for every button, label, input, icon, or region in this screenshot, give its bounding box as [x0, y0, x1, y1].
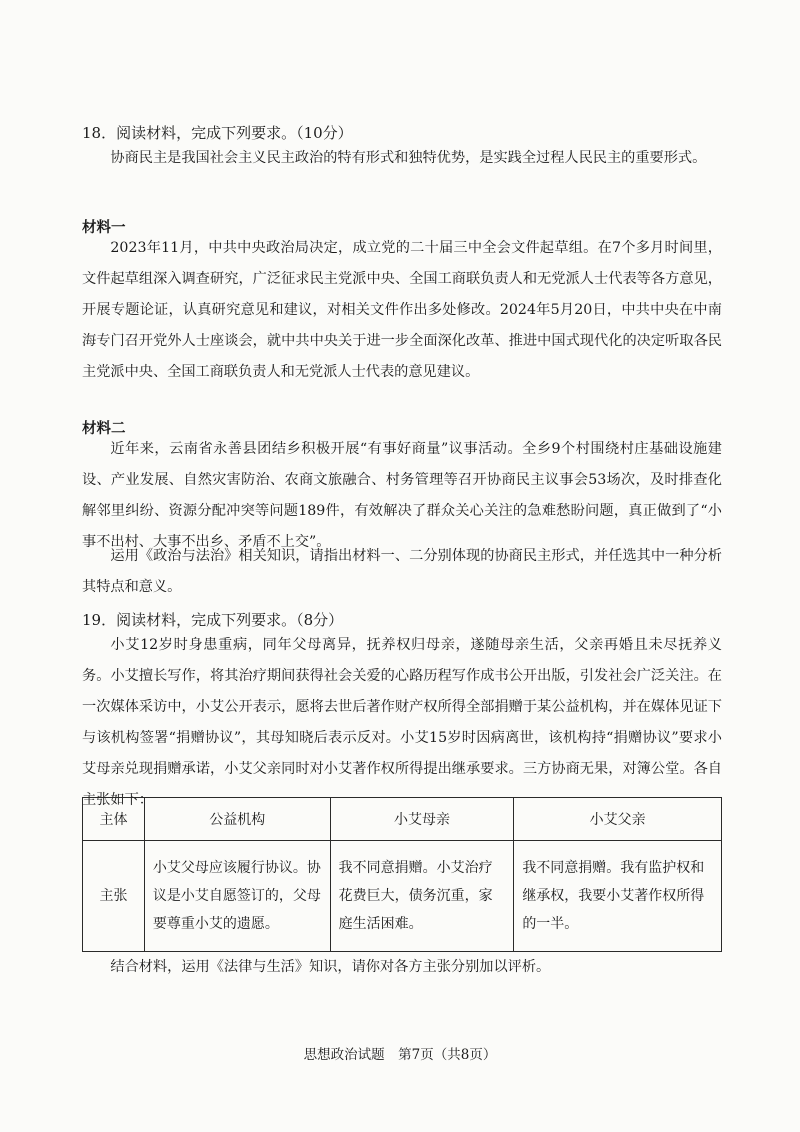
table-cell-father: 我不同意捐赠。我有监护权和继承权，我要小艾著作权所得的一半。	[514, 841, 722, 952]
table-header-cell: 主体	[83, 798, 145, 841]
question-18-intro: 协商民主是我国社会主义民主政治的特有形式和独特优势，是实践全过程人民民主的重要形式。	[110, 150, 707, 166]
claims-table	[82, 797, 722, 952]
page-footer: 思想政治试题 第7页（共8页）	[303, 1047, 497, 1063]
table-row	[83, 841, 722, 952]
question-18-prompt: 运用《政治与法治》相关知识，请指出材料一、二分别体现的协商民主形式，并任选其中一种分析其特点和意义。	[82, 548, 722, 595]
table-header-cell: 公益机构	[144, 798, 330, 841]
table-header-row	[83, 798, 722, 841]
question-19-text: 小艾12岁时身患重病，同年父母离异，抚养权归母亲，遂随母亲生活，父亲再婚且未尽抚养义务。小艾擅长写作，将其治疗期间获得社会关爱的心路历程写作成书公开出版，引发社会广泛关注。在一次媒体采访中，小艾公开表示，愿将去世后著作财产权所得全部捐赠于某公益机构，并在媒体见证下与该机构签署“捐赠协议”，其母知晓后表示反对。小艾15岁时因病离世，该机构持“捐赠协议”要求小艾母亲兑现捐赠承诺，小艾父亲同时对小艾著作权所得提出继承要求。三方协商无果，对簿公堂。各自主张如下：	[82, 637, 722, 808]
question-19-title: 19．阅读材料，完成下列要求。（8分）	[82, 611, 344, 629]
material-1-label: 材料一	[82, 219, 126, 236]
material-2-label: 材料二	[82, 420, 126, 437]
table-row-label: 主张	[83, 841, 145, 952]
table-cell-mother: 我不同意捐赠。小艾治疗花费巨大，债务沉重，家庭生活困难。	[330, 841, 514, 952]
table-header-cell: 小艾父亲	[514, 798, 722, 841]
material-2-text: 近年来，云南省永善县团结乡积极开展“有事好商量”议事活动。全乡9个村围绕村庄基础设施建设、产业发展、自然灾害防治、农商文旅融合、村务管理等召开协商民主议事会53场次，及时排查化解邻里纠纷、资源分配冲突等问题189件，有效解决了群众关心关注的急难愁盼问题，真正做到了“小事不出村、大事不出乡、矛盾不上交”。	[82, 441, 722, 550]
question-19-prompt: 结合材料，运用《法律与生活》知识，请你对各方主张分别加以评析。	[110, 959, 551, 975]
table-cell-charity: 小艾父母应该履行协议。协议是小艾自愿签订的，父母要尊重小艾的遗愿。	[144, 841, 330, 952]
material-1-text: 2023年11月，中共中央政治局决定，成立党的二十届三中全会文件起草组。在7个多月时间里，文件起草组深入调查研究，广泛征求民主党派中央、全国工商联负责人和无党派人士代表等各方意见，开展专题论证，认真研究意见和建议，对相关文件作出多处修改。2024年5月20日，中共中央在中南海专门召开党外人士座谈会，就中共中央关于进一步全面深化改革、推进中国式现代化的决定听取各民主党派中央、全国工商联负责人和无党派人士代表的意见建议。	[82, 240, 722, 380]
table-header-cell: 小艾母亲	[330, 798, 514, 841]
question-18-title: 18．阅读材料，完成下列要求。（10分）	[82, 124, 353, 142]
